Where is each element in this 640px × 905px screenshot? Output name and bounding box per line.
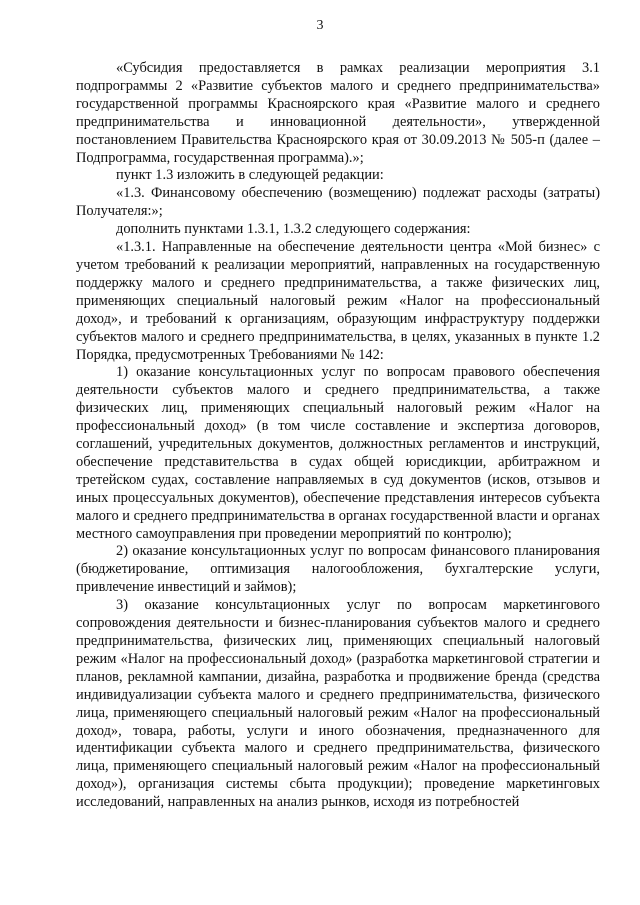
paragraph-subsidy-program: «Субсидия предоставляется в рамках реализации мероприятия 3.1 подпрограммы 2 «Развитие субъектов малого и среднего предпринимательства» государственной программы Красноярского края «Развитие малого и среднего предпринимательства и инновационной деятельности», утвержденной постановлением Правительства Красноярского края от 30.09.2013 № 505-п (далее – Подпрограмма, государственная программа).»; — [76, 60, 600, 166]
paragraph-clause-1-3-intro: пункт 1.3 изложить в следующей редакции: — [116, 167, 384, 184]
list-item-marketing-consulting: 3) оказание консультационных услуг по вопросам маркетингового сопровождения деятельности и бизнес-планирования субъектов малого и среднего предпринимательства, физических лиц, применяющих специальный налоговый режим «Налог на профессиональный доход» (разработка маркетинговой стратегии и планов, рекламной кампании, дизайна, разработка и продвижение бренда (средства индивидуализации субъекта малого и среднего предпринимательства, физического лица, применяющего специальный налоговый режим «Налог на профессиональный доход», товара, работы, услуги и иного обозначения, предназначенного для идентификации субъекта малого и среднего предпринимательства, физического лица, применяющего специальный налоговый режим «Налог на профессиональный доход»), организация системы сбыта продукции); проведение маркетинговых исследований, направленных на анализ рынков, исходя из потребностей — [76, 597, 600, 811]
paragraph-clause-1-3-1: «1.3.1. Направленные на обеспечение деятельности центра «Мой бизнес» с учетом требований к реализации мероприятий, направленных на государственную поддержку малого и среднего предпринимательства, а также физических лиц, применяющих специальный налоговый режим «Налог на профессиональный доход», и требований к организациям, образующим инфраструктуру поддержки субъектов малого и среднего предпринимательства, в целях, указанных в пункте 1.2 Порядка, предусмотренных Требованиями № 142: — [76, 239, 600, 363]
paragraph-add-clauses-intro: дополнить пунктами 1.3.1, 1.3.2 следующего содержания: — [116, 221, 471, 238]
list-item-financial-consulting: 2) оказание консультационных услуг по вопросам финансового планирования (бюджетирование, оптимизация налогообложения, бухгалтерские услуги, привлечение инвестиций и займов); — [76, 543, 600, 596]
paragraph-clause-1-3: «1.3. Финансовому обеспечению (возмещению) подлежат расходы (затраты) Получателя:»; — [76, 185, 600, 220]
list-item-legal-consulting: 1) оказание консультационных услуг по вопросам правового обеспечения деятельности субъектов малого и среднего предпринимательства, а также физических лиц, применяющих специальный налоговый режим «Налог на профессиональный доход» (в том числе составление и экспертиза договоров, соглашений, учредительных документов, должностных регламентов и инструкций, обеспечение представительства в судах общей юрисдикции, арбитражном и третейском судах, составление направляемых в суд документов (исков, отзывов и иных процессуальных документов), обеспечение представления интересов субъекта малого и среднего предпринимательства в органах государственной власти и органах местного самоуправления при проведении мероприятий по контролю); — [76, 364, 600, 542]
page-number: 3 — [316, 18, 324, 33]
document-body — [76, 60, 600, 812]
